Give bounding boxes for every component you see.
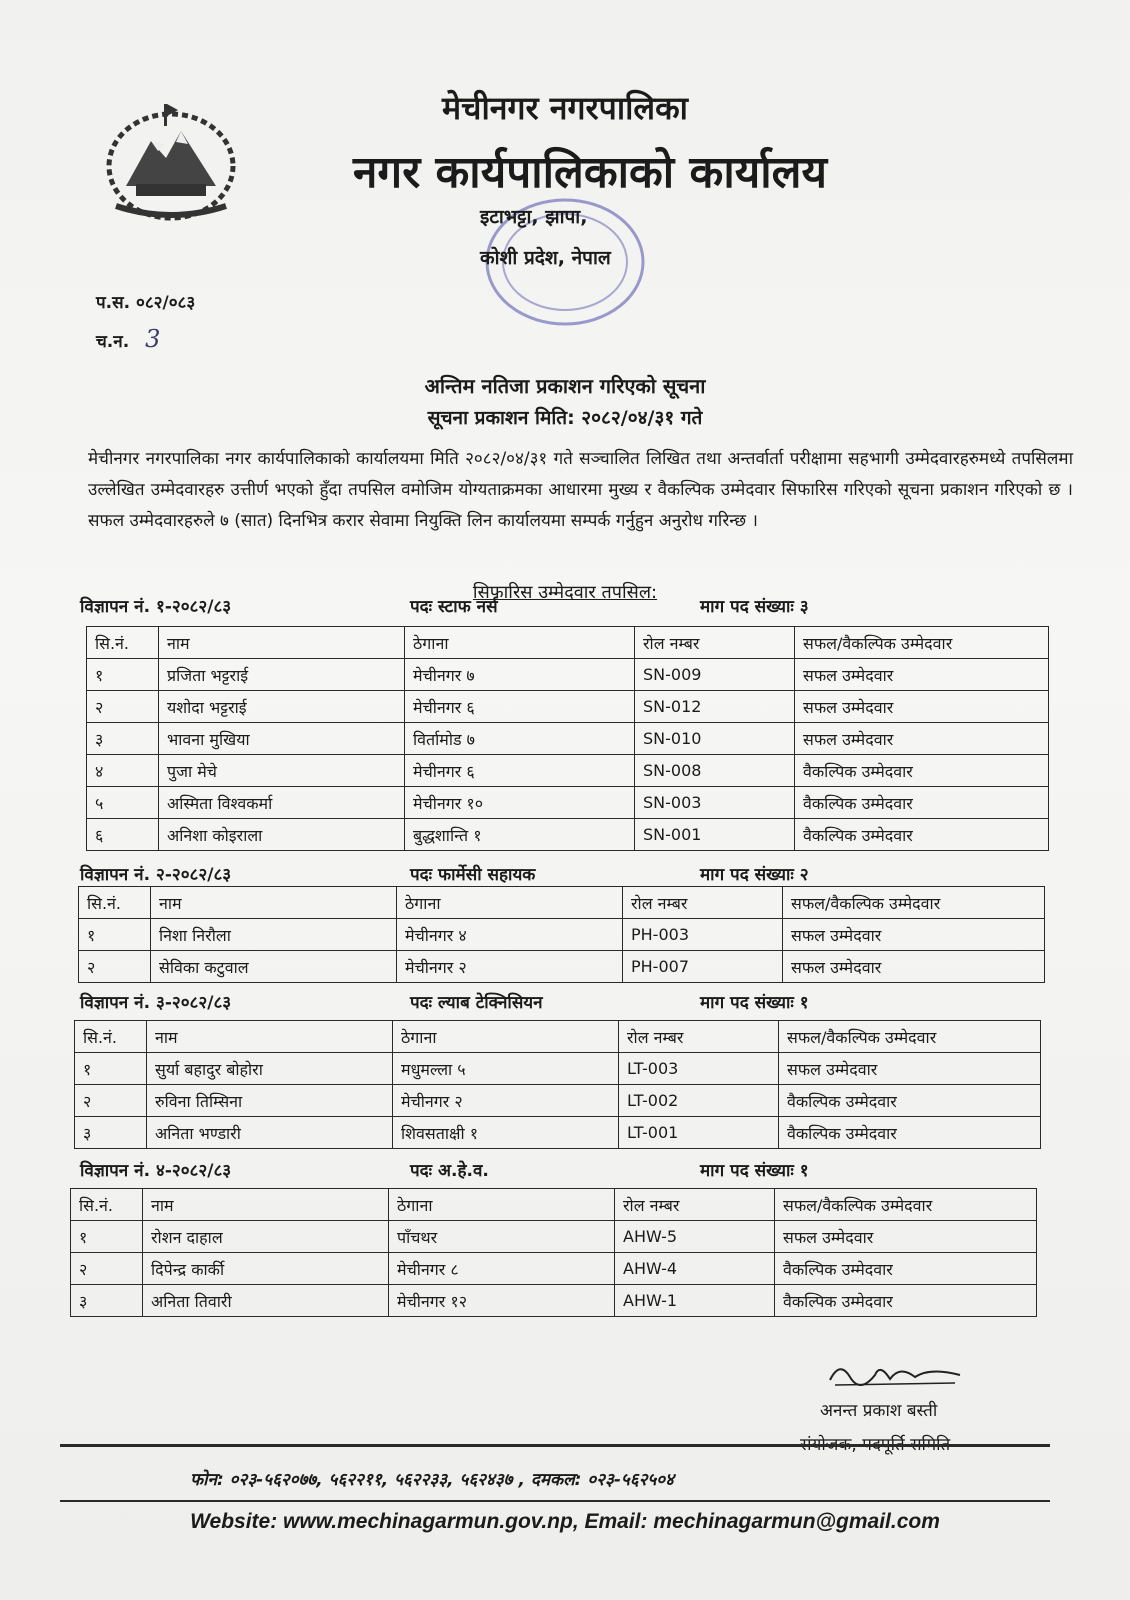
- cell-name: रुविना तिम्सिना: [147, 1085, 393, 1117]
- post-name: पदः अ.हे.व.: [410, 1161, 489, 1181]
- cell-sn: २: [71, 1253, 143, 1285]
- cell-name: पुजा मेचे: [159, 755, 405, 787]
- header-sn: सि.नं.: [75, 1021, 147, 1053]
- cell-address: मेचीनगर ४: [397, 919, 623, 951]
- advertisement-number: विज्ञापन नं. ३-२०८२/८३: [80, 993, 232, 1013]
- cell-sn: ४: [87, 755, 159, 787]
- cell-sn: ६: [87, 819, 159, 851]
- cell-name: निशा निरौला: [151, 919, 397, 951]
- table-row: [71, 1221, 1037, 1253]
- cell-sn: २: [87, 691, 159, 723]
- cell-address: मेचीनगर १०: [405, 787, 635, 819]
- demand-count: माग पद संख्याः ३: [700, 597, 809, 617]
- table-row: [79, 919, 1045, 951]
- table-row: [87, 723, 1049, 755]
- table-row: [87, 659, 1049, 691]
- table-header-row: [71, 1189, 1037, 1221]
- fiscal-year-ref: प.स. ०८२/०८३: [96, 293, 196, 313]
- header-roll: रोल नम्बर: [619, 1021, 779, 1053]
- table-row: [71, 1285, 1037, 1317]
- header-roll: रोल नम्बर: [623, 887, 783, 919]
- cell-roll: LT-002: [619, 1085, 779, 1117]
- table-row: [87, 691, 1049, 723]
- cell-address: मेचीनगर २: [397, 951, 623, 983]
- cell-sn: ५: [87, 787, 159, 819]
- notice-date: सूचना प्रकाशन मिति: २०८२/०४/३१ गते: [427, 407, 703, 429]
- table-header-row: [87, 627, 1049, 659]
- cell-roll: SN-008: [635, 755, 795, 787]
- footer-divider-2: [60, 1500, 1050, 1502]
- cell-sn: २: [79, 951, 151, 983]
- cell-sn: ३: [71, 1285, 143, 1317]
- dispatch-value: 3: [145, 325, 161, 353]
- dispatch-label: च.न.: [96, 332, 130, 352]
- cell-address: मेचीनगर ६: [405, 755, 635, 787]
- cell-roll: SN-010: [635, 723, 795, 755]
- cell-address: मेचीनगर ६: [405, 691, 635, 723]
- notice-body: मेचीनगर नगरपालिका नगर कार्यपालिकाको कार्यालयमा मिति २०८२/०४/३१ गते सञ्चालित लिखित तथा अन्तर्वार्ता परीक्षामा सहभागी उम्मेदवारहरुमध्ये तपसिलमा उल्लेखित उम्मेदवारहरु उत्तीर्ण भएको हुँदा तपसिल वमोजिम योग्यताक्रमका आधारमा मुख्य र वैकल्पिक उम्मेदवार सिफारिस गरिएको सूचना प्रकाशन गरिएको छ । सफल उम्मेदवारहरुले ७ (सात) दिनभित्र करार सेवामा नियुक्ति लिन कार्यालयमा सम्पर्क गर्नुहुन अनुरोध गरिन्छ ।: [88, 449, 1073, 531]
- cell-roll: SN-001: [635, 819, 795, 851]
- cell-address: मेचीनगर ७: [405, 659, 635, 691]
- advertisement-line: [80, 862, 1040, 886]
- demand-count: माग पद संख्याः १: [700, 993, 809, 1013]
- cell-name: यशोदा भट्टराई: [159, 691, 405, 723]
- cell-name: सेविका कटुवाल: [151, 951, 397, 983]
- post-name: पदः ल्याब टेक्निसियन: [410, 993, 543, 1013]
- post-name: पदः स्टाफ नर्स: [410, 597, 498, 617]
- cell-status: वैकल्पिक उम्मेदवार: [795, 819, 1049, 851]
- cell-status: सफल उम्मेदवार: [783, 919, 1045, 951]
- cell-address: बुद्धशान्ति १: [405, 819, 635, 851]
- cell-roll: AHW-1: [615, 1285, 775, 1317]
- cell-name: रोशन दाहाल: [143, 1221, 389, 1253]
- cell-status: सफल उम्मेदवार: [783, 951, 1045, 983]
- cell-address: मेचीनगर ८: [389, 1253, 615, 1285]
- header-status: सफल/वैकल्पिक उम्मेदवार: [775, 1189, 1037, 1221]
- header-address: ठेगाना: [393, 1021, 619, 1053]
- cell-status: वैकल्पिक उम्मेदवार: [775, 1253, 1037, 1285]
- cell-address: शिवसताक्षी १: [393, 1117, 619, 1149]
- cell-status: सफल उम्मेदवार: [775, 1221, 1037, 1253]
- table-row: [75, 1053, 1041, 1085]
- recommendation-subheading: सिफारिस उम्मेदवार तपसिल:: [472, 582, 658, 603]
- cell-roll: SN-003: [635, 787, 795, 819]
- table-header-row: [79, 887, 1045, 919]
- cell-roll: LT-003: [619, 1053, 779, 1085]
- table-header-row: [75, 1021, 1041, 1053]
- results-table: [74, 1020, 1041, 1149]
- cell-status: सफल उम्मेदवार: [795, 659, 1049, 691]
- header-name: नाम: [159, 627, 405, 659]
- cell-name: अनिता भण्डारी: [147, 1117, 393, 1149]
- cell-sn: २: [75, 1085, 147, 1117]
- cell-name: दिपेन्द्र कार्की: [143, 1253, 389, 1285]
- table-row: [87, 819, 1049, 851]
- cell-address: मेचीनगर २: [393, 1085, 619, 1117]
- cell-name: अनिशा कोइराला: [159, 819, 405, 851]
- cell-sn: १: [71, 1221, 143, 1253]
- header-name: नाम: [147, 1021, 393, 1053]
- table-row: [87, 755, 1049, 787]
- cell-name: अस्मिता विश्वकर्मा: [159, 787, 405, 819]
- cell-roll: PH-003: [623, 919, 783, 951]
- cell-address: पाँचथर: [389, 1221, 615, 1253]
- municipality-name: मेचीनगर नगरपालिका: [442, 89, 688, 127]
- cell-name: सुर्या बहादुर बोहोरा: [147, 1053, 393, 1085]
- table-row: [75, 1085, 1041, 1117]
- header-name: नाम: [143, 1189, 389, 1221]
- cell-name: प्रजिता भट्टराई: [159, 659, 405, 691]
- cell-name: भावना मुखिया: [159, 723, 405, 755]
- advertisement-number: विज्ञापन नं. १-२०८२/८३: [80, 597, 232, 617]
- footer-website: Website: www.mechinagarmun.gov.np, Email: mechinagarmun@gmail.com: [190, 1510, 940, 1533]
- post-name: पदः फार्मेसी सहायक: [410, 865, 536, 885]
- cell-roll: SN-012: [635, 691, 795, 723]
- cell-roll: SN-009: [635, 659, 795, 691]
- signatory-role: संयोजक, पदपूर्ति समिति: [800, 1435, 951, 1455]
- header-sn: सि.नं.: [87, 627, 159, 659]
- address-line-2: कोशी प्रदेश, नेपाल: [480, 247, 611, 269]
- cell-sn: १: [79, 919, 151, 951]
- cell-status: वैकल्पिक उम्मेदवार: [795, 755, 1049, 787]
- header-status: सफल/वैकल्पिक उम्मेदवार: [779, 1021, 1041, 1053]
- address-line-1: इटाभट्टा, झापा,: [480, 206, 588, 228]
- cell-status: वैकल्पिक उम्मेदवार: [775, 1285, 1037, 1317]
- results-table: [86, 626, 1049, 851]
- cell-status: वैकल्पिक उम्मेदवार: [779, 1117, 1041, 1149]
- demand-count: माग पद संख्याः २: [700, 865, 809, 885]
- table-row: [75, 1117, 1041, 1149]
- advertisement-line: [80, 1158, 1040, 1182]
- cell-roll: LT-001: [619, 1117, 779, 1149]
- header-address: ठेगाना: [397, 887, 623, 919]
- cell-status: सफल उम्मेदवार: [795, 691, 1049, 723]
- cell-sn: १: [75, 1053, 147, 1085]
- cell-name: अनिता तिवारी: [143, 1285, 389, 1317]
- dispatch-number: [96, 325, 160, 353]
- cell-sn: १: [87, 659, 159, 691]
- office-name: नगर कार्यपालिकाको कार्यालय: [353, 147, 827, 198]
- cell-status: वैकल्पिक उम्मेदवार: [795, 787, 1049, 819]
- cell-roll: AHW-4: [615, 1253, 775, 1285]
- results-table: [78, 886, 1045, 983]
- footer-phone: फोन: ०२३-५६२०७७, ५६२२११, ५६२२३३, ५६२४३७ , दमकल: ०२३-५६२५०४: [190, 1470, 674, 1490]
- advertisement-number: विज्ञापन नं. २-२०८२/८३: [80, 865, 232, 885]
- header-name: नाम: [151, 887, 397, 919]
- table-row: [71, 1253, 1037, 1285]
- cell-status: सफल उम्मेदवार: [795, 723, 1049, 755]
- cell-roll: AHW-5: [615, 1221, 775, 1253]
- header-roll: रोल नम्बर: [635, 627, 795, 659]
- signatory-name: अनन्त प्रकाश बस्ती: [820, 1401, 938, 1421]
- table-row: [79, 951, 1045, 983]
- signature-icon: [820, 1355, 970, 1395]
- cell-status: सफल उम्मेदवार: [779, 1053, 1041, 1085]
- cell-sn: ३: [87, 723, 159, 755]
- footer-divider: [60, 1444, 1050, 1447]
- cell-roll: PH-007: [623, 951, 783, 983]
- cell-address: मधुमल्ला ५: [393, 1053, 619, 1085]
- advertisement-number: विज्ञापन नं. ४-२०८२/८३: [80, 1161, 232, 1181]
- results-table: [70, 1188, 1037, 1317]
- header-address: ठेगाना: [405, 627, 635, 659]
- notice-title: अन्तिम नतिजा प्रकाशन गरिएको सूचना: [424, 374, 706, 398]
- cell-status: वैकल्पिक उम्मेदवार: [779, 1085, 1041, 1117]
- cell-sn: ३: [75, 1117, 147, 1149]
- header-roll: रोल नम्बर: [615, 1189, 775, 1221]
- header-address: ठेगाना: [389, 1189, 615, 1221]
- header-status: सफल/वैकल्पिक उम्मेदवार: [795, 627, 1049, 659]
- advertisement-line: [80, 990, 1040, 1014]
- cell-address: मेचीनगर १२: [389, 1285, 615, 1317]
- advertisement-line: [80, 594, 1040, 618]
- header-sn: सि.नं.: [79, 887, 151, 919]
- table-row: [87, 787, 1049, 819]
- cell-address: विर्तामोड ७: [405, 723, 635, 755]
- header-sn: सि.नं.: [71, 1189, 143, 1221]
- demand-count: माग पद संख्याः १: [700, 1161, 809, 1181]
- header-status: सफल/वैकल्पिक उम्मेदवार: [783, 887, 1045, 919]
